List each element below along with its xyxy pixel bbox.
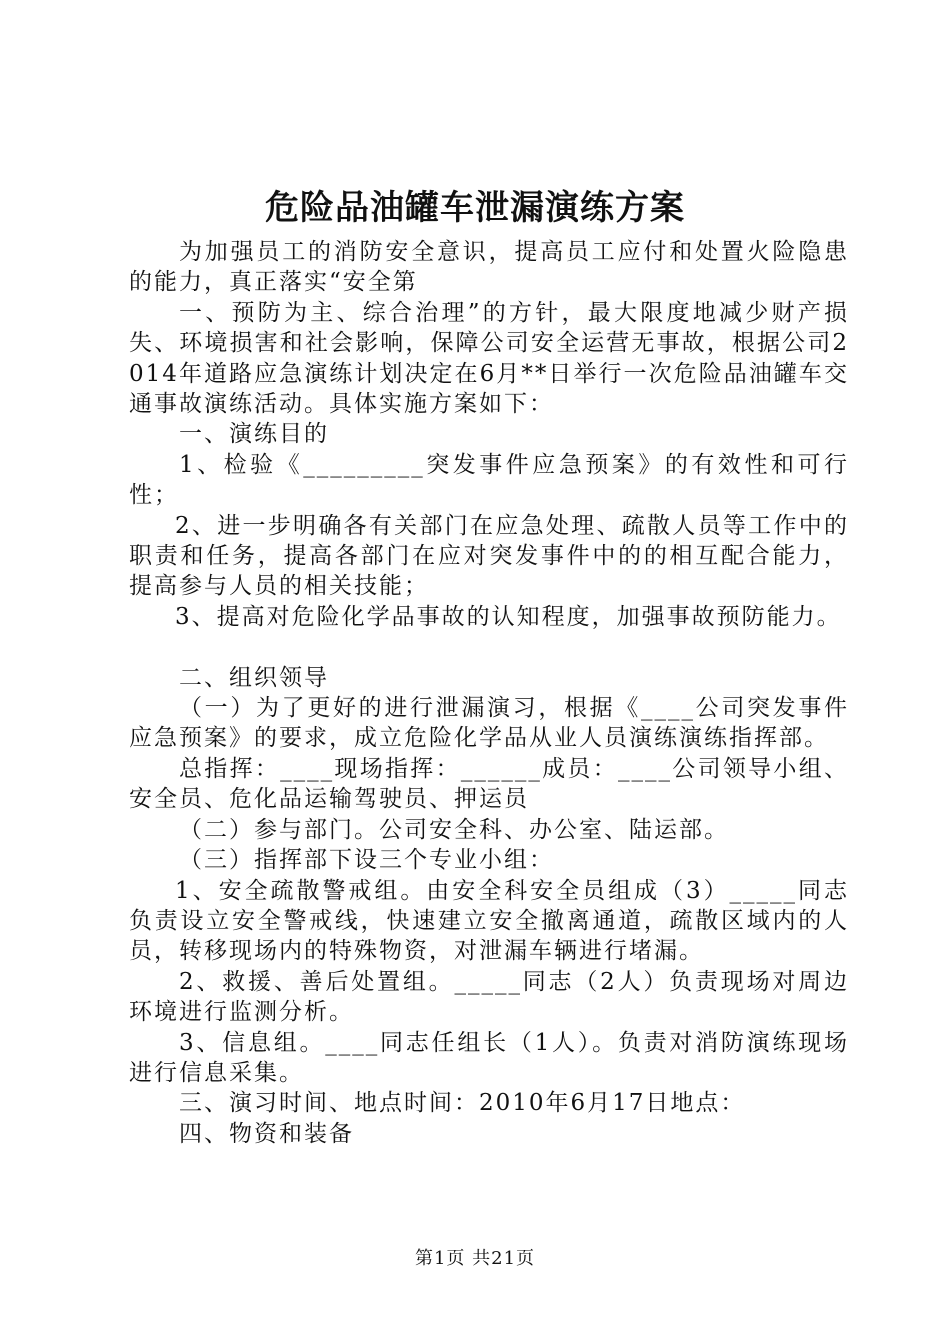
organization-item-1: （一）为了更好的进行泄漏演习，根据《____公司突发事件应急预案》的要求，成立危险化学品从业人员演练演练指挥部。 [129,695,849,752]
purpose-item-2: 2、进一步明确各有关部门在应急处理、疏散人员等工作中的职责和任务，提高各部门在应对突发事件中的的相互配合能力，提高参与人员的相关技能； [129,512,849,600]
purpose-item-1: 1、检验《_________突发事件应急预案》的有效性和可行性； [129,451,849,509]
blank-line [129,632,849,662]
paragraph-intro: 为加强员工的消防安全意识，提高员工应付和处置火险隐患的能力，真正落实“安全第 [129,239,849,296]
section-heading-organization: 二、组织领导 [179,664,329,691]
group-item-3: 3、信息组。____同志任组长（1人）。负责对消防演练现场进行信息采集。 [129,1029,849,1086]
paragraph-policy: 一、预防为主、综合治理”的方针，最大限度地减少财产损失、环境损害和社会影响，保障公司安全运营无事故，根据公司2014年道路应急演练计划决定在6月**日举行一次危险品油罐车交通事故演练活动。具体实施方案如下： [129,299,849,418]
page-number: 第1页 共21页 [414,1248,536,1269]
section-heading-materials: 四、物资和装备 [179,1120,354,1147]
group-item-1: 1、安全疏散警戒组。由安全科安全员组成（3）_____同志负责设立安全警戒线，快速建立安全撤离通道，疏散区域内的人员，转移现场内的特殊物资，对泄漏车辆进行堵漏。 [129,877,849,965]
organization-item-3: （三）指挥部下设三个专业小组： [179,847,554,874]
organization-item-2: （二）参与部门。公司安全科、办公室、陆运部。 [179,816,729,843]
group-item-2: 2、救援、善后处置组。_____同志（2人）负责现场对周边环境进行监测分析。 [129,968,849,1026]
document-title: 危险品油罐车泄漏演练方案 [265,188,685,228]
section-heading-time-place: 三、演习时间、地点时间：2010年6月17日地点： [179,1090,746,1117]
organization-commanders: 总指挥：____现场指挥：______成员：____公司领导小组、安全员、危化品运输驾驶员、押运员 [129,755,849,813]
section-heading-purpose: 一、演练目的 [179,421,329,448]
purpose-item-3: 3、提高对危险化学品事故的认知程度，加强事故预防能力。 [175,603,842,630]
document-body [129,237,849,1149]
